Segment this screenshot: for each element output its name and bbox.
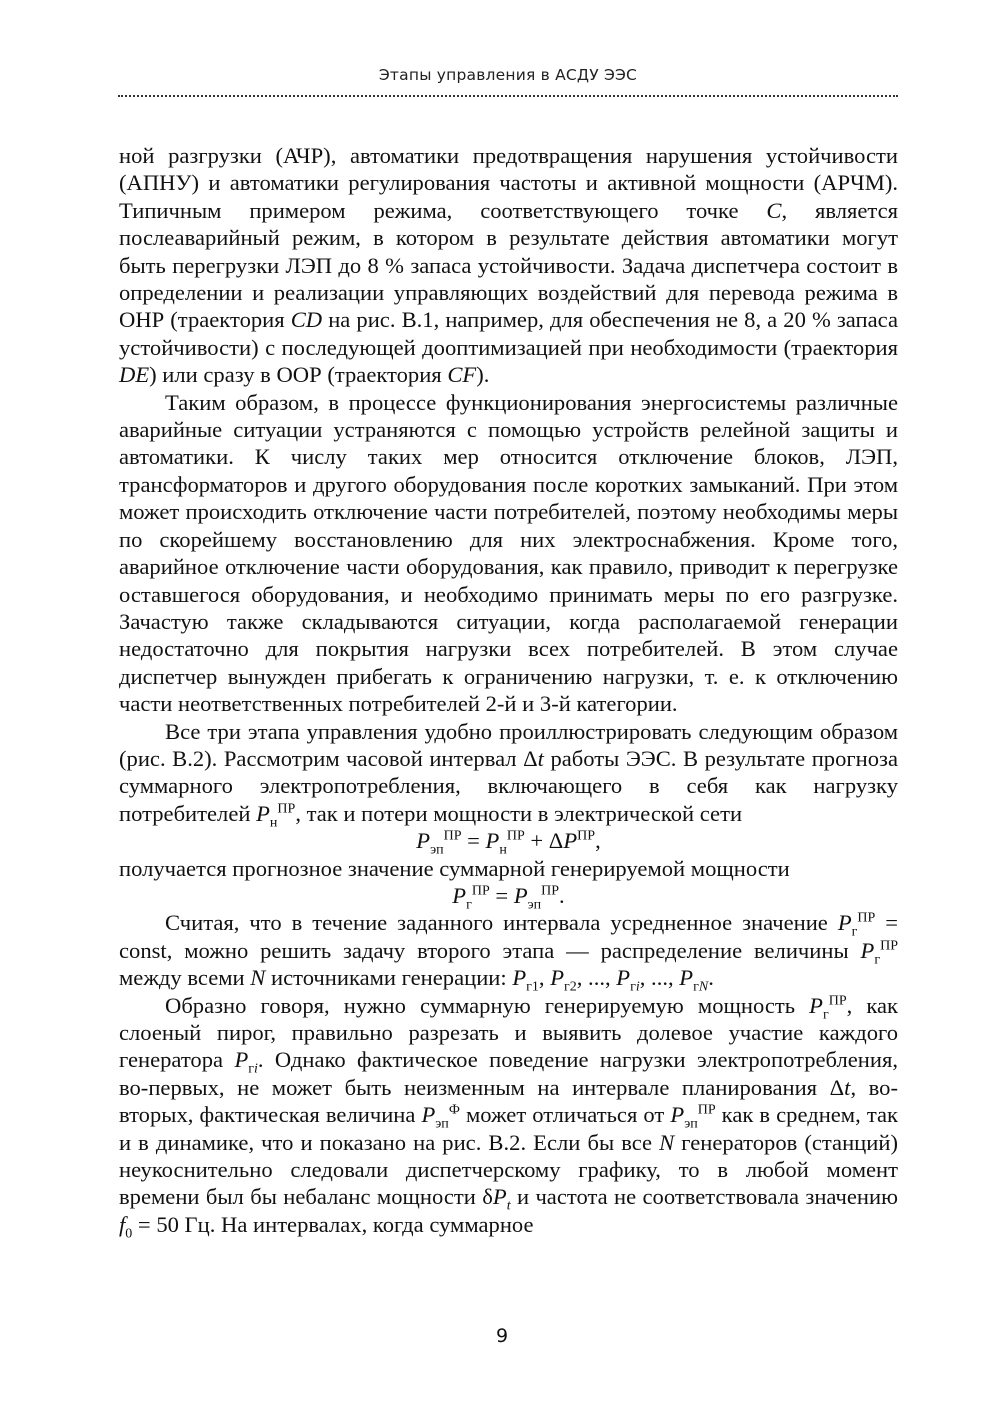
page-body (119, 142, 899, 1242)
equation-2: $P_г^{ПР} = P_{эп}^{ПР}$. (452, 882, 565, 913)
paragraph-3: Все три этапа управления удобно проиллюстрировать следующим образом (рис. В.2). Рассмотрим часовой интервал Δt работы ЭЭС. В результате прогноза суммарного электропотребления, включающего в себя как нагрузку потребителей $P_н^{ПР}$, так и потери мощности в электрической сети (119, 718, 898, 831)
equation-1: $P_{эп}^{ПР} = P_н^{ПР} + \Delta P^{ПР}$, (416, 828, 601, 858)
paragraph-2: Таким образом, в процессе функционирования энергосистемы различные аварийные ситуации устраняются с помощью устройств релейной защиты и автоматики. К числу таких мер относится отключение блоков, ЛЭП, трансформаторов и другого оборудования после коротких замыканий. При этом может происходить отключение части потребителей, поэтому необходимы меры по скорейшему восстановлению для них электроснабжения. Кроме того, аварийное отключение части оборудования, как правило, приводит к перегрузке оставшегося оборудования, и необходимо принимать меры по его разгрузке. Зачастую также складываются ситуации, когда располагаемой генерации недостаточно для покрытия нагрузки всех потребителей. В этом случае диспетчер вынужден прибегать к ограничению нагрузки, т. е. к отключению части неответственных потребителей 2-й и 3-й категории. (119, 389, 898, 717)
paragraph-6: Образно говоря, нужно суммарную генерируемую мощность $P_г^{ПР}$, как слоеный пирог, правильно разрезать и выявить долевое участие каждого генератора $P_{гi}$. Однако фактическое поведение нагрузки электропотребления, во-первых, не может быть неизменным на интервале планирования Δt, во-вторых, фактическая величина $P_{эп}^Ф$ может отличаться от $P_{эп}^{ПР}$ как в среднем, так и в динамике, что и показано на рис. В.2. Если бы все N генераторов (станций) неукоснительно следовали диспетчерскому графику, то в любой момент времени был бы небаланс мощности $\delta P_t$ и частота не соответствовала значению $f_0 = 50$ Гц. На интервалах, когда суммарное (119, 992, 899, 1242)
header-divider (118, 95, 898, 97)
page-number: 9 (495, 1325, 509, 1347)
running-header: Этапы управления в АСДУ ЭЭС (378, 66, 638, 84)
paragraph-1: ной разгрузки (АЧР), автоматики предотвращения нарушения устойчивости (АПНУ) и автоматики регулирования частоты и активной мощности (АРЧМ). Типичным примером режима, соответствующего точке C, является послеаварийный режим, в котором в результате действия автоматики могут быть перегрузки ЛЭП до 8 % запаса устойчивости. Задача диспетчера состоит в определении и реализации управляющих воздействий для перевода режима в ОНР (траектория CD на рис. В.1, например, для обеспечения не 8, а 20 % запаса устойчивости) с последующей дооптимизацией при необходимости (траектория DE) или сразу в ООР (траектория CF). (119, 143, 898, 388)
paragraph-5: Считая, что в течение заданного интервала усредненное значение $P_г^{ПР}$ = const, можно решить задачу второго этапа — распределение величины $P_г^{ПР}$ между всеми N источниками генерации: $P_{г1}$, $P_{г2}$, ..., $P_{гi}$, ..., $P_{гN}$. (119, 910, 898, 995)
paragraph-4: получается прогнозное значение суммарной генерируемой мощности (119, 855, 790, 881)
